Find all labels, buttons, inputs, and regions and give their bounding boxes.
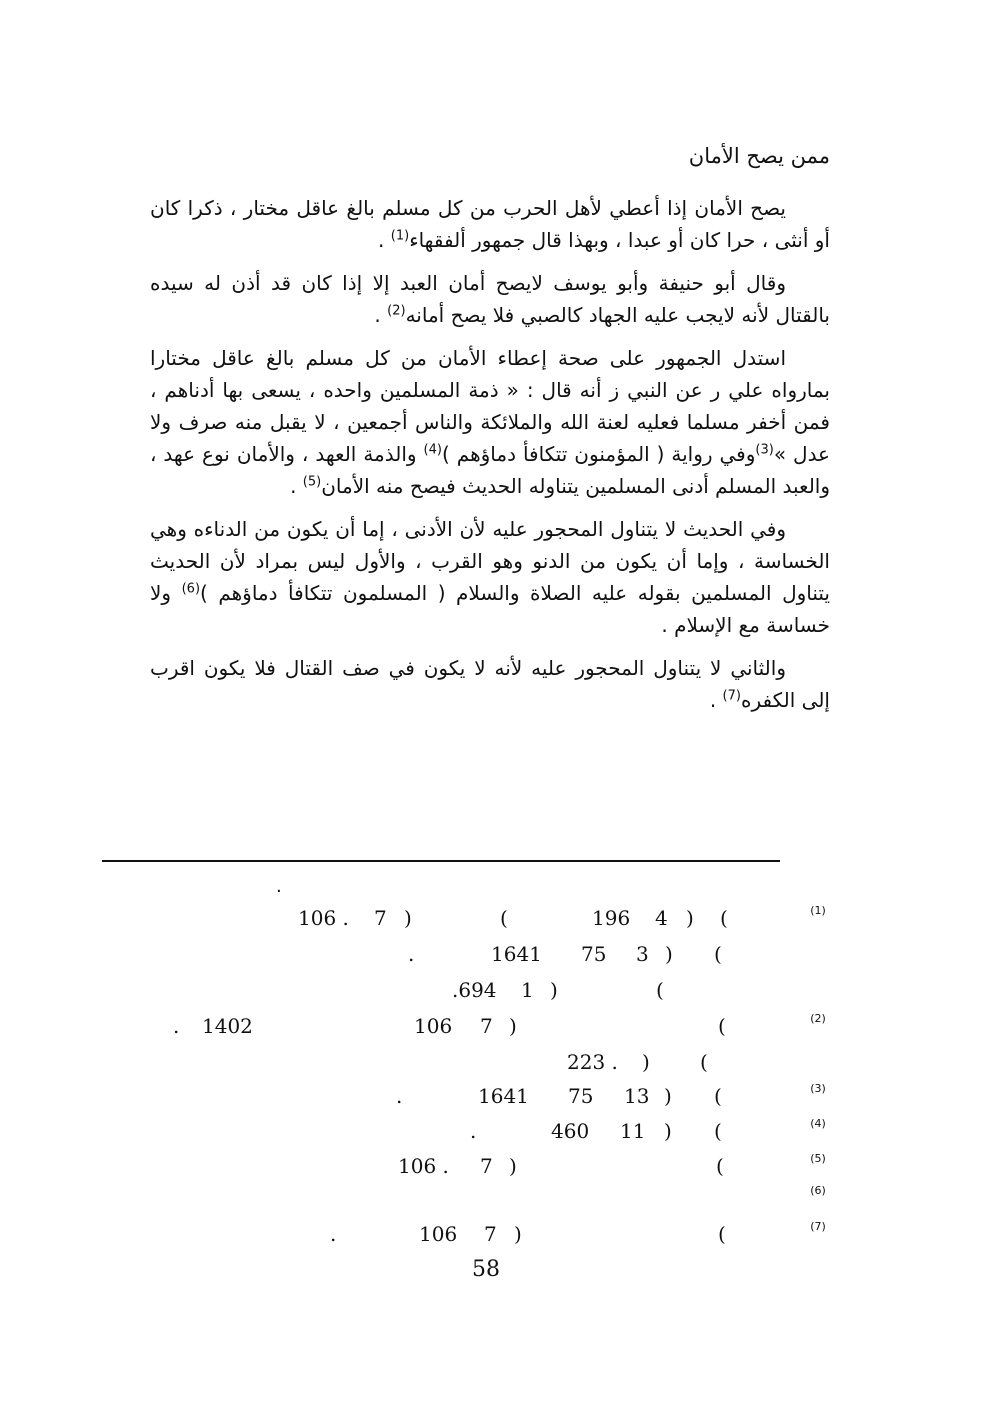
footnote-token: 1 (521, 978, 534, 1002)
footnote-token: 11 (620, 1119, 646, 1143)
paragraph-2 (150, 267, 830, 331)
paragraph-1-end: . (378, 228, 391, 252)
footnote-token: . (330, 1222, 337, 1246)
paragraph-4-text: وفي الحديث لا يتناول المحجور عليه لأن الأدنى ، إما أن يكون من الدناءه وهي الخساسة ، وإما أن يكون من الدنو وهو القرب ، والأول ليس بمراد لأن الحديث يتناول المسلمين بقوله عليه الصلاة والسلام ( المسلمون تتكافأ دماؤهم ) (150, 517, 831, 605)
footnote-number: (6) (810, 1184, 826, 1197)
footnote-token: .694 (452, 978, 497, 1002)
footnote-ref-2[interactable]: (2) (387, 303, 406, 319)
footnote-token: ( (716, 1154, 724, 1178)
footnote-number: (7) (810, 1220, 826, 1233)
footnote-token: ) (514, 1222, 522, 1246)
paragraph-3-end: . (290, 474, 303, 498)
footnote-token: ) (686, 906, 694, 930)
footnote-token: . (396, 1084, 403, 1108)
paragraph-3 (150, 342, 830, 502)
footnote-token: 106 . (298, 906, 349, 930)
footnote-number: (1) (810, 904, 826, 917)
footnote-token: ( (700, 1050, 708, 1074)
footnote-ref-6[interactable]: (6) (181, 581, 201, 597)
footnote-token: 7 (480, 1154, 493, 1178)
footnote-token: 1641 (491, 942, 542, 966)
footnote-token: 460 (551, 1119, 590, 1143)
footnote-token: ) (509, 1014, 517, 1038)
paragraph-4-end: ولا خساسة مع الإسلام . (150, 581, 830, 637)
footnote-token: 106 . (398, 1154, 449, 1178)
footnote-ref-4[interactable]: (4) (423, 442, 442, 458)
paragraph-5-text: والثاني لا يتناول المحجور عليه لأنه لا يكون في صف القتال فلا يكون اقرب إلى الكفره (150, 656, 830, 712)
footnote-token: ( (656, 978, 664, 1002)
footnote-ref-7[interactable]: (7) (722, 688, 741, 704)
paragraph-5 (150, 652, 830, 716)
footnote-token: ( (718, 1222, 726, 1246)
page-number: 58 (472, 1257, 500, 1282)
paragraph-3-text-2: وفي رواية ( المؤمنون تتكافأ دماؤهم ) (441, 442, 756, 466)
paragraph-5-end: . (709, 688, 723, 712)
footnote-token: 75 (568, 1084, 594, 1108)
footnote-token: 75 (581, 942, 607, 966)
footnote-number: (4) (810, 1117, 826, 1130)
footnote-token: 1641 (478, 1084, 529, 1108)
footnote-token: 3 (636, 942, 649, 966)
paragraph-1-text: يصح الأمان إذا أعطي لأهل الحرب من كل مسلم بالغ عاقل مختار ، ذكرا كان أو أنثى ، حرا كان أو عبدا ، وبهذا قال جمهور ألفقهاء (150, 196, 830, 252)
footnote-token: 13 (624, 1084, 650, 1108)
footnote-token: ( (714, 1084, 722, 1108)
paragraph-3-text-3: والذمة العهد ، والأمان نوع عهد ، والعبد المسلم أدنى المسلمين يتناوله الحديث فيصح منه الأمان (150, 442, 830, 498)
footnote-token: 7 (374, 906, 387, 930)
paragraph-4 (150, 513, 830, 641)
footnote-token: 1402 (202, 1014, 253, 1038)
paragraph-1 (150, 192, 830, 256)
footnote-token: ) (404, 906, 412, 930)
footnote-token: ( (720, 906, 728, 930)
footnote-ref-3[interactable]: (3) (755, 442, 774, 458)
footnote-token: 106 (414, 1014, 453, 1038)
paragraph-3-text: استدل الجمهور على صحة إعطاء الأمان من كل مسلم بالغ عاقل مختارا بمارواه علي ر عن النبي ز أنه قال : « ذمة المسلمين واحده ، يسعى بها أدناهم ، فمن أخفر مسلما فعليه لعنة الله والملائكة والناس أجمعين ، لا يقبل منه صرف ولا عدل » (150, 346, 830, 466)
footnote-token: ) (509, 1154, 517, 1178)
section-heading: ممن يصح الأمان (688, 144, 830, 168)
paragraph-2-text: وقال أبو حنيفة وأبو يوسف لايصح أمان العبد إلا إذا كان قد أذن له سيده بالقتال لأنه لايجب عليه الجهاد كالصبي فلا يصح أمانه (150, 271, 830, 327)
footnote-token: . (470, 1119, 477, 1143)
footnote-token: . (408, 942, 415, 966)
footnote-token: ) (550, 978, 558, 1002)
footnote-ref-5[interactable]: (5) (302, 474, 322, 490)
footnote-separator (102, 860, 780, 862)
footnote-dot: . (276, 876, 282, 897)
footnote-token: ) (664, 1084, 672, 1108)
footnote-token: ( (714, 942, 722, 966)
paragraph-2-end: . (374, 303, 388, 327)
footnote-ref-1[interactable]: (1) (390, 228, 410, 244)
footnote-number: (5) (810, 1152, 826, 1165)
footnote-token: 7 (484, 1222, 497, 1246)
footnote-token: ( (714, 1119, 722, 1143)
footnote-number: (2) (810, 1012, 826, 1025)
footnote-token: ) (665, 942, 673, 966)
footnote-token: ) (664, 1119, 672, 1143)
footnote-token: 106 (419, 1222, 458, 1246)
footnote-token: ) (642, 1050, 650, 1074)
footnote-token: . (173, 1014, 180, 1038)
footnote-token: 196 (592, 906, 631, 930)
footnote-number: (3) (810, 1082, 826, 1095)
footnote-token: 223 . (567, 1050, 618, 1074)
footnote-token: ( (718, 1014, 726, 1038)
footnote-token: 7 (480, 1014, 493, 1038)
footnote-token: ( (500, 906, 508, 930)
body-text (150, 192, 830, 727)
footnote-token: 4 (655, 906, 668, 930)
